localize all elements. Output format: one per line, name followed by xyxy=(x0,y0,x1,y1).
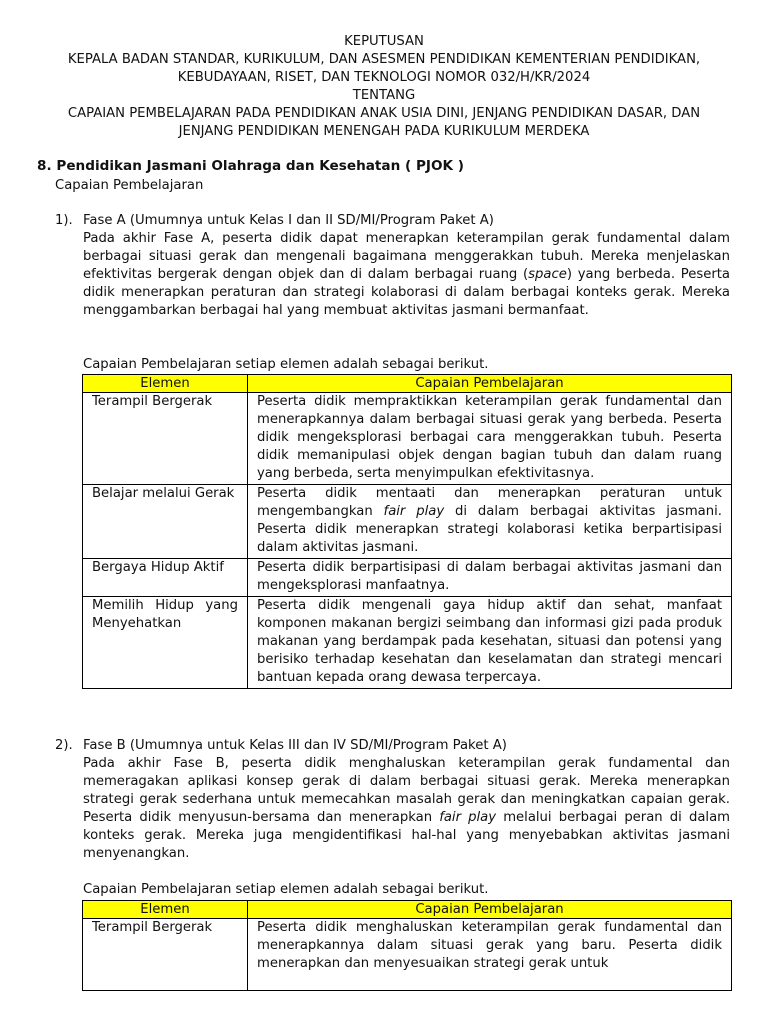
achievement-cell xyxy=(248,559,732,597)
phase-b-heading: Fase B (Umumnya untuk Kelas III dan IV SD/MI/Program Paket A) xyxy=(83,738,507,753)
element-cell xyxy=(83,919,248,991)
phase-a-paragraph-emphasis: space xyxy=(528,267,567,282)
phase-a-paragraph xyxy=(83,230,730,320)
document-header xyxy=(30,33,738,141)
phase-b-table xyxy=(82,900,732,991)
element-cell: Belajar melalui Gerak xyxy=(83,485,248,559)
table-row xyxy=(83,559,732,597)
section-subtitle: Capaian Pembelajaran xyxy=(55,178,204,193)
achievement-text: Peserta didik mentaati dan menerapkan peraturan untuk mengembangkan xyxy=(257,486,722,519)
phase-a-paragraph-part1: Pada akhir Fase A, peserta didik dapat menerapkan keterampilan gerak fundamental dalam berbagai situasi gerak dan mengenali bagaimana menggerakkan tubuh. Mereka menjelaskan efektivitas bergerak dengan objek dan di dalam berbagai ruang ( xyxy=(83,231,730,282)
achievement-cell xyxy=(248,485,732,559)
table-header-row xyxy=(83,901,732,919)
achievement-cell xyxy=(248,919,732,991)
achievement-emphasis: fair play xyxy=(383,504,445,519)
achievement-text: Peserta didik berpartisipasi di dalam berbagai aktivitas jasmani dan mengeksplorasi manfaatnya. xyxy=(257,560,722,593)
phase-b-table-intro: Capaian Pembelajaran setiap elemen adalah sebagai berikut. xyxy=(83,882,489,897)
element-cell: Memilih Hidup yang Menyehatkan xyxy=(83,597,248,689)
column-header-capaian: Capaian Pembelajaran xyxy=(248,901,732,919)
phase-b-paragraph-part1: Pada akhir Fase B, peserta didik menghaluskan keterampilan gerak fundamental dan memeragakan aplikasi konsep gerak di dalam berbagai situasi gerak. Mereka menerapkan strategi gerak sederhana untuk memecahkan masalah gerak dan meningkatkan capaian gerak. Peserta didik menyusun-bersama dan menerapkan xyxy=(83,756,730,825)
achievement-text: Peserta didik mengenali gaya hidup aktif dan sehat, manfaat komponen makanan bergizi seimbang dan informasi gizi pada produk makanan yang berdampak pada kesehatan, situasi dan potensi yang berisiko terhadap kesehatan dan keselamatan dan strategi mencari bantuan kepada orang dewasa terpercaya. xyxy=(257,598,722,685)
table-header-row xyxy=(83,375,732,393)
column-header-capaian: Capaian Pembelajaran xyxy=(248,375,732,393)
section-title: 8. Pendidikan Jasmani Olahraga dan Kesehatan ( PJOK ) xyxy=(37,158,465,174)
column-header-elemen: Elemen xyxy=(83,375,248,393)
element-text: Terampil Bergerak xyxy=(92,920,213,935)
phase-b-title xyxy=(55,737,507,755)
achievement-cell xyxy=(248,393,732,485)
phase-a-table-intro: Capaian Pembelajaran setiap elemen adalah sebagai berikut. xyxy=(83,357,489,372)
header-line-capaian: CAPAIAN PEMBELAJARAN PADA PENDIDIKAN ANAK USIA DINI, JENJANG PENDIDIKAN DASAR, DAN xyxy=(67,106,701,121)
header-line-nomor: KEBUDAYAAN, RISET, DAN TEKNOLOGI NOMOR 032/H/KR/2024 xyxy=(177,70,591,85)
table-row xyxy=(83,485,732,559)
header-line-keputusan: KEPUTUSAN xyxy=(344,34,424,49)
element-cell: Terampil Bergerak xyxy=(83,393,248,485)
achievement-text: Peserta didik menghaluskan keterampilan gerak fundamental dan menerapkannya dalam situasi gerak yang baru. Peserta didik menerapkan dan menyesuaikan strategi gerak untuk xyxy=(257,920,722,971)
achievement-text: Peserta didik mempraktikkan keterampilan gerak fundamental dan menerapkannya dalam berbagai situasi gerak yang berbeda. Peserta didik mengeksplorasi berbagai cara menggerakkan tubuh. Peserta didik memanipulasi objek dengan bagian tubuh dan dalam ruang yang berbeda, serta menyimpulkan efektivitasnya. xyxy=(257,394,722,481)
phase-b-paragraph-part2: melalui berbagai peran di dalam konteks gerak. Mereka juga mengidentifikasi hal-hal yang menyebabkan aktivitas jasmani menyenangkan. xyxy=(83,810,730,861)
header-line-kepala-badan: KEPALA BADAN STANDAR, KURIKULUM, DAN ASESMEN PENDIDIKAN KEMENTERIAN PENDIDIKAN, xyxy=(67,52,701,67)
table-row xyxy=(83,597,732,689)
achievement-cell xyxy=(248,597,732,689)
column-header-elemen: Elemen xyxy=(83,901,248,919)
table-row xyxy=(83,919,732,991)
phase-a-heading: Fase A (Umumnya untuk Kelas I dan II SD/MI/Program Paket A) xyxy=(83,213,494,228)
phase-a-number: 1). xyxy=(55,213,73,228)
phase-a-title xyxy=(55,212,494,230)
phase-b-paragraph-emphasis: fair play xyxy=(439,810,497,825)
header-line-tentang: TENTANG xyxy=(352,88,416,103)
table-row xyxy=(83,393,732,485)
header-line-jenjang: JENJANG PENDIDIKAN MENENGAH PADA KURIKULUM MERDEKA xyxy=(178,124,590,139)
phase-b-paragraph xyxy=(83,755,730,863)
phase-b-number: 2). xyxy=(55,738,73,753)
achievement-text: di dalam berbagai aktivitas jasmani. Peserta didik menerapkan strategi kolaborasi ketika berpartisipasi dalam aktivitas jasmani. xyxy=(257,504,722,555)
element-cell: Bergaya Hidup Aktif xyxy=(83,559,248,597)
phase-a-paragraph-part2: ) yang berbeda. Peserta didik menerapkan peraturan dan strategi kolaborasi di dalam berbagai konteks gerak. Mereka menggambarkan berbagai hal yang membuat aktivitas jasmani bermanfaat. xyxy=(83,267,730,318)
phase-a-table xyxy=(82,374,732,689)
